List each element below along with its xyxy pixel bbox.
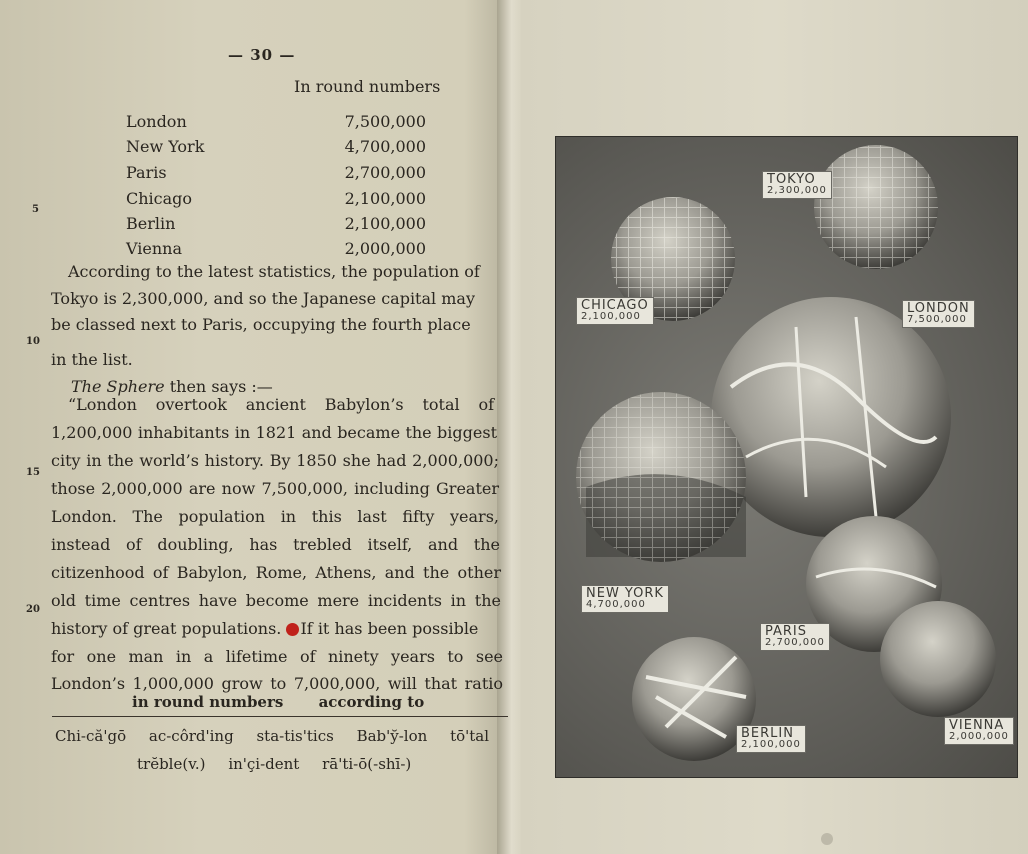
- paragraph-line: be classed next to Paris, occupying the fourth place: [51, 315, 471, 334]
- city-label-value: 7,500,000: [907, 314, 967, 325]
- paragraph-line: London. The population in this last fifty years,: [51, 507, 499, 526]
- city-label-value: 2,000,000: [949, 731, 1009, 742]
- paragraph-text: then says :—: [169, 377, 273, 396]
- paragraph-line: instead of doubling, has trebled itself, and the: [51, 535, 500, 554]
- paragraph-line: According to the latest statistics, the population of: [68, 262, 480, 281]
- table-row: [126, 112, 426, 134]
- vocab-word: rā'ti-ō(-shī-): [322, 755, 412, 773]
- city-label: VIENNA: [949, 718, 1005, 733]
- label-london: [902, 300, 975, 328]
- city-population: 4,700,000: [344, 137, 426, 156]
- city-label-value: 2,100,000: [741, 739, 801, 750]
- paragraph-line: [51, 617, 503, 641]
- paragraph-line: old time centres have become mere incidents in the: [51, 591, 501, 610]
- table-row: [126, 137, 426, 159]
- city-label-value: 4,700,000: [586, 599, 646, 610]
- spheres-artwork: [556, 137, 1017, 777]
- city-label: TOKYO: [767, 172, 816, 187]
- sphere-london: [711, 297, 951, 537]
- city-label: NEW YORK: [586, 586, 664, 601]
- city-spheres-illustration: [555, 136, 1018, 778]
- label-paris: [760, 623, 830, 651]
- footnote-rule: [52, 716, 508, 717]
- vocab-word: sta-tis'tics: [256, 727, 334, 745]
- city-population: 2,100,000: [344, 189, 426, 208]
- city-population: 2,100,000: [344, 214, 426, 233]
- city-population: 7,500,000: [344, 112, 426, 131]
- city-label-value: 2,100,000: [581, 311, 641, 322]
- city-label: BERLIN: [741, 726, 794, 741]
- vocab-word: Bab'y̆-lon: [356, 727, 428, 745]
- phrase-list: [132, 693, 454, 711]
- city-name: Chicago: [126, 189, 193, 208]
- city-label-value: 2,300,000: [767, 185, 827, 196]
- sphere-tokyo: [814, 145, 938, 269]
- paragraph-line: city in the world’s history. By 1850 she had 2,000,000;: [51, 451, 499, 470]
- page-number: — 30 —: [228, 46, 296, 64]
- city-name: New York: [126, 137, 205, 156]
- table-header: In round numbers: [294, 77, 441, 96]
- paragraph-line: in the list.: [51, 350, 133, 369]
- magazine-title: The Sphere: [71, 377, 165, 396]
- label-vienna: [944, 717, 1014, 745]
- vocab-word: ac-côrd'ing: [148, 727, 234, 745]
- paragraph-line: for one man in a lifetime of ninety years to see: [51, 647, 503, 666]
- label-new-york: [581, 585, 669, 613]
- city-population: 2,700,000: [344, 163, 426, 182]
- line-number: 15: [26, 467, 40, 478]
- label-tokyo: [762, 171, 832, 199]
- city-label: LONDON: [907, 301, 970, 316]
- paragraph-line: 1,200,000 inhabitants in 1821 and became the biggest: [51, 423, 497, 442]
- vocab-word: trĕble(v.): [137, 755, 206, 773]
- city-name: London: [126, 112, 187, 131]
- paragraph-text: history of great populations.: [51, 619, 282, 638]
- paragraph-text: If it has been possible: [300, 619, 479, 638]
- ink-spot: [286, 623, 299, 636]
- city-label: CHICAGO: [581, 298, 649, 313]
- line-number: 20: [26, 604, 40, 615]
- label-berlin: [736, 725, 806, 753]
- vocabulary-line: [55, 727, 507, 745]
- city-label: PARIS: [765, 624, 808, 639]
- table-row: [126, 239, 426, 261]
- label-chicago: [576, 297, 654, 325]
- table-row: [126, 163, 426, 185]
- sphere-vienna: [880, 601, 996, 717]
- paragraph-line: “London overtook ancient Babylon’s total of: [68, 395, 494, 414]
- paragraph-line: Tokyo is 2,300,000, and so the Japanese capital may: [51, 289, 475, 308]
- city-name: Vienna: [126, 239, 183, 258]
- line-number: 10: [26, 336, 40, 347]
- phrase: in round numbers: [132, 693, 284, 711]
- vocab-word: tō'tal: [450, 727, 490, 745]
- vocabulary-line: [137, 755, 429, 773]
- city-label-value: 2,700,000: [765, 637, 825, 648]
- line-number: 5: [32, 204, 39, 215]
- book-gutter: [497, 0, 521, 854]
- phrase: according to: [318, 693, 425, 711]
- city-population: 2,000,000: [344, 239, 426, 258]
- city-name: Berlin: [126, 214, 176, 233]
- table-row: [126, 189, 426, 211]
- paragraph-line: London’s 1,000,000 grow to 7,000,000, will that ratio: [51, 674, 503, 693]
- paragraph-line: those 2,000,000 are now 7,500,000, including Greater: [51, 479, 499, 498]
- vocab-word: in'çi-dent: [228, 755, 300, 773]
- vocab-word: Chi-că'gō: [55, 727, 127, 745]
- city-name: Paris: [126, 163, 167, 182]
- paragraph-line: citizenhood of Babylon, Rome, Athens, and the other: [51, 563, 501, 582]
- paper-blemish: [821, 833, 833, 845]
- table-row: [126, 214, 426, 236]
- sphere-new-york: [576, 392, 746, 562]
